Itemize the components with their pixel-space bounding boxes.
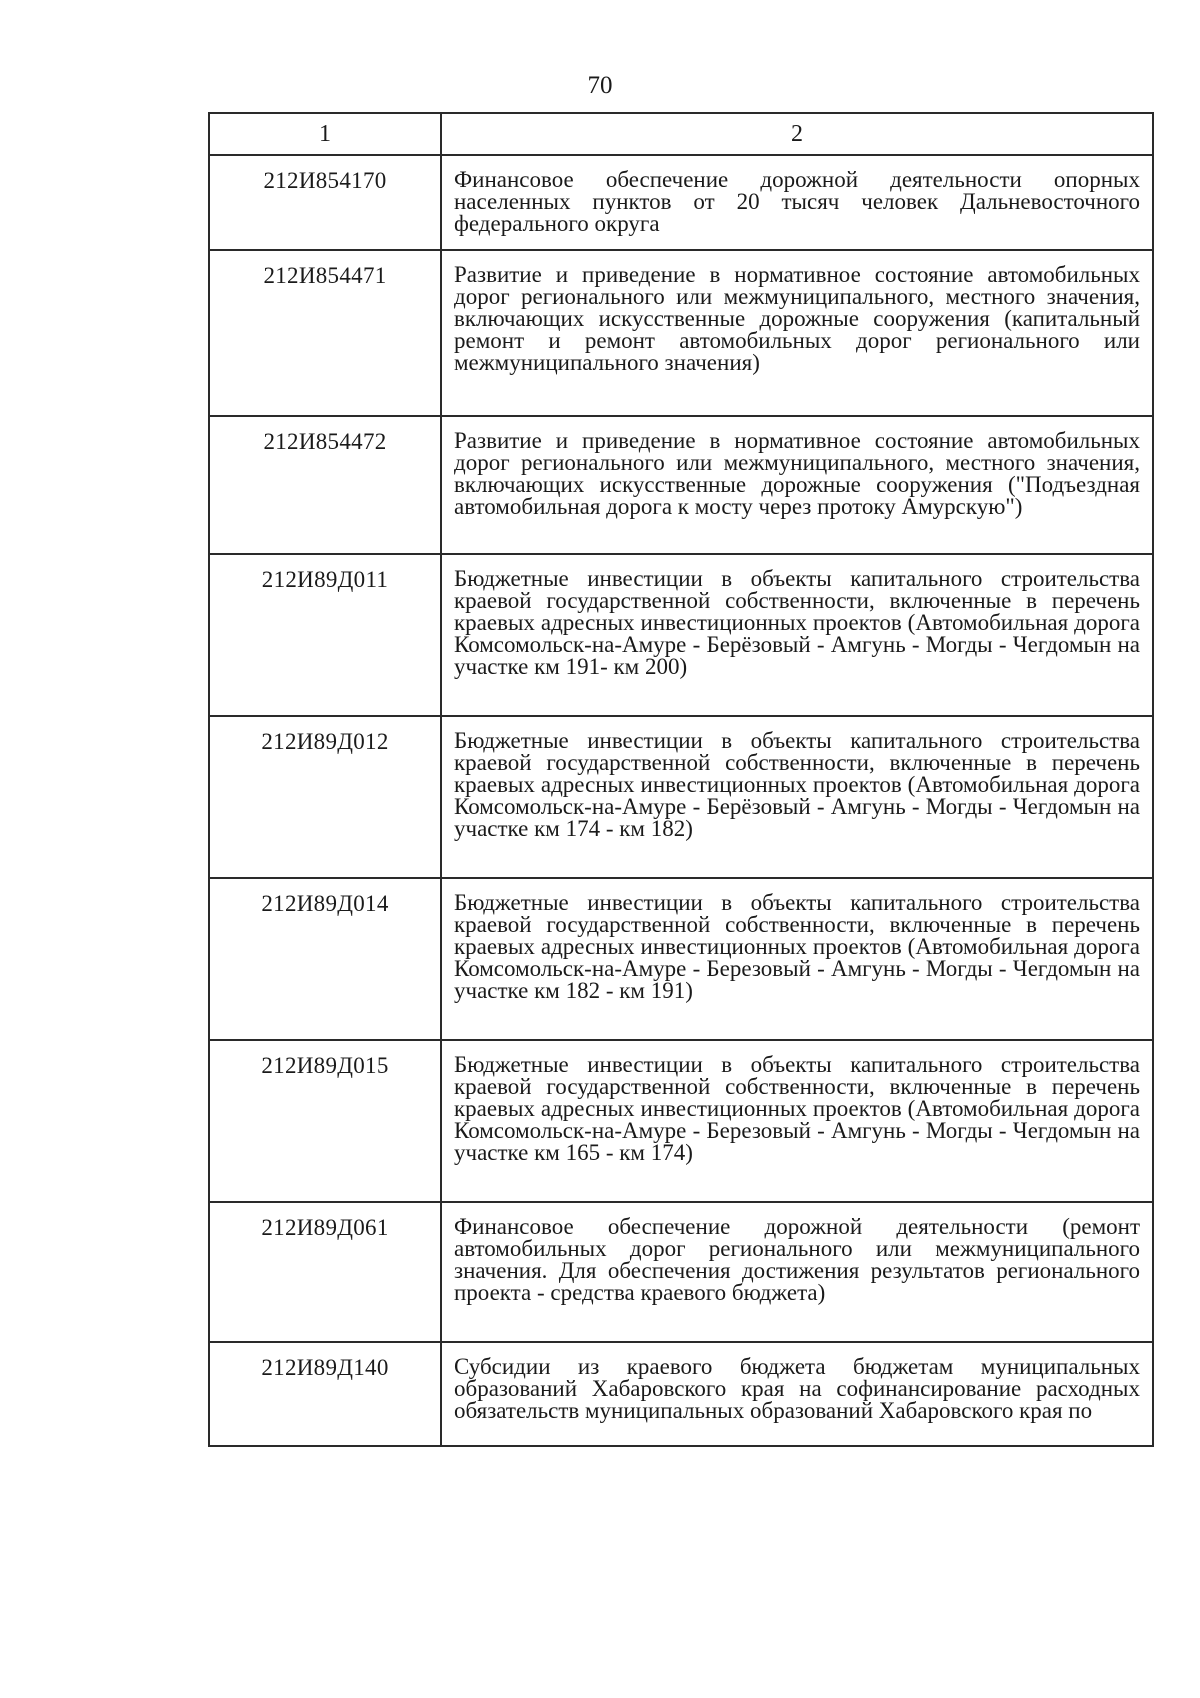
row-code: 212И89Д061: [209, 1202, 441, 1342]
column-header-2: 2: [441, 113, 1153, 155]
table-row: [209, 250, 1153, 416]
row-description: Бюджетные инвестиции в объекты капитального строительства краевой государственной собственности, включенные в перечень краевых адресных инвестиционных проектов (Автомобильная дорога Комсомольск-на-Амуре - Березовый - Амгунь - Могды - Чегдомын на участке км 182 - км 191): [441, 878, 1153, 1040]
table-row: [209, 416, 1153, 554]
row-code: 212И89Д011: [209, 554, 441, 716]
row-description: Финансовое обеспечение дорожной деятельности опорных населенных пунктов от 20 тысяч человек Дальневосточного федерального округа: [441, 155, 1153, 250]
row-description: Бюджетные инвестиции в объекты капитального строительства краевой государственной собственности, включенные в перечень краевых адресных инвестиционных проектов (Автомобильная дорога Комсомольск-на-Амуре - Березовый - Амгунь - Могды - Чегдомын на участке км 165 - км 174): [441, 1040, 1153, 1202]
row-description: Бюджетные инвестиции в объекты капитального строительства краевой государственной собственности, включенные в перечень краевых адресных инвестиционных проектов (Автомобильная дорога Комсомольск-на-Амуре - Берёзовый - Амгунь - Могды - Чегдомын на участке км 191- км 200): [441, 554, 1153, 716]
row-code: 212И854472: [209, 416, 441, 554]
table-row: [209, 716, 1153, 878]
table-row: [209, 878, 1153, 1040]
table-header-row: [209, 113, 1153, 155]
row-code: 212И854170: [209, 155, 441, 250]
table-row: [209, 1342, 1153, 1446]
column-header-1: 1: [209, 113, 441, 155]
row-description: Развитие и приведение в нормативное состояние автомобильных дорог регионального или межмуниципального, местного значения, включающих искусственные дорожные сооружения ("Подъездная автомобильная дорога к мосту через протоку Амурскую"): [441, 416, 1153, 554]
table-row: [209, 155, 1153, 250]
row-description: Развитие и приведение в нормативное состояние автомобильных дорог регионального или межмуниципального, местного значения, включающих искусственные дорожные сооружения (капитальный ремонт и ремонт автомобильных дорог регионального или межмуниципального значения): [441, 250, 1153, 416]
row-code: 212И89Д014: [209, 878, 441, 1040]
row-code: 212И89Д015: [209, 1040, 441, 1202]
table-row: [209, 1040, 1153, 1202]
row-description: Субсидии из краевого бюджета бюджетам муниципальных образований Хабаровского края на софинансирование расходных обязательств муниципальных образований Хабаровского края по: [441, 1342, 1153, 1446]
row-code: 212И89Д140: [209, 1342, 441, 1446]
page-number: 70: [587, 72, 613, 99]
budget-classification-table: [208, 112, 1154, 1447]
row-code: 212И89Д012: [209, 716, 441, 878]
row-code: 212И854471: [209, 250, 441, 416]
table-row: [209, 1202, 1153, 1342]
row-description: Бюджетные инвестиции в объекты капитального строительства краевой государственной собственности, включенные в перечень краевых адресных инвестиционных проектов (Автомобильная дорога Комсомольск-на-Амуре - Берёзовый - Амгунь - Могды - Чегдомын на участке км 174 - км 182): [441, 716, 1153, 878]
row-description: Финансовое обеспечение дорожной деятельности (ремонт автомобильных дорог регионального или межмуниципального значения. Для обеспечения достижения результатов регионального проекта - средства краевого бюджета): [441, 1202, 1153, 1342]
table-row: [209, 554, 1153, 716]
